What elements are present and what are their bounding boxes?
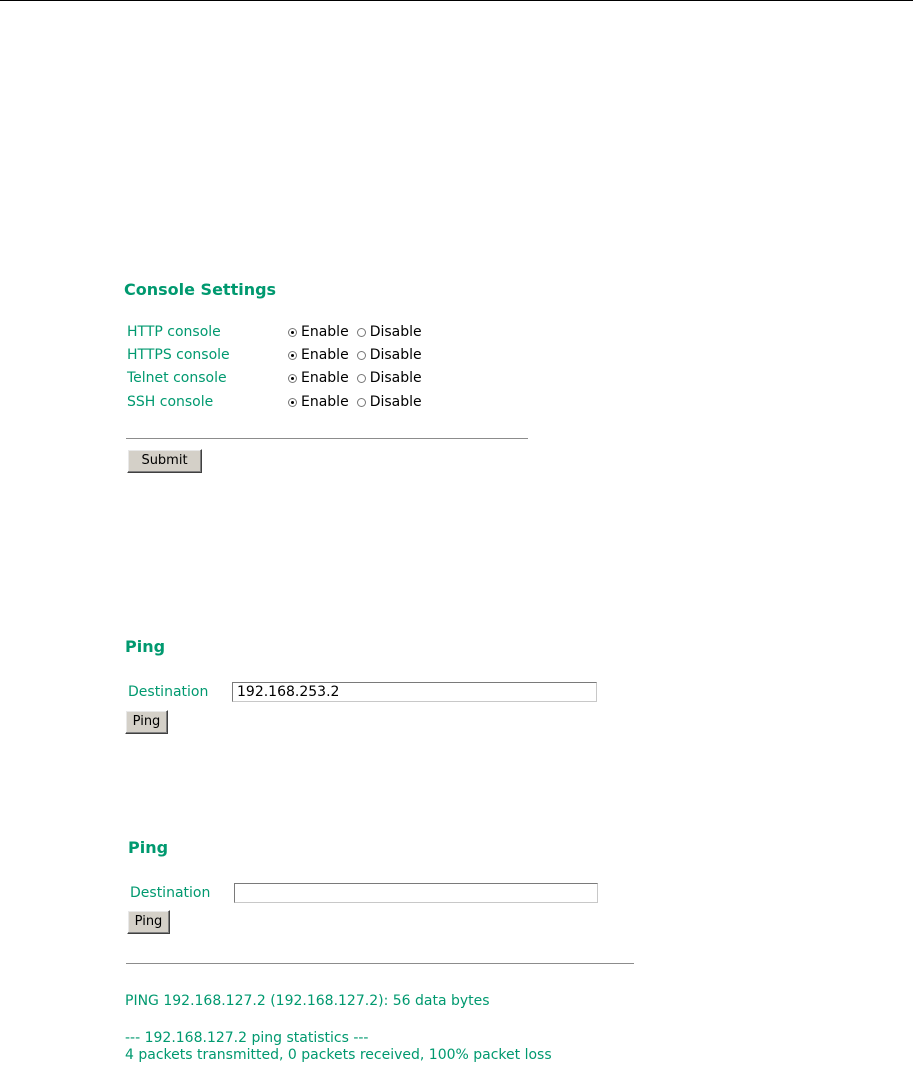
https-console-disable-radio[interactable] [357,351,366,360]
ssh-console-enable-label: Enable [301,394,349,410]
telnet-console-disable-radio[interactable] [357,374,366,383]
ping-output-line-2: --- 192.168.127.2 ping statistics --- [125,1030,369,1046]
ping-output-line-1: PING 192.168.127.2 (192.168.127.2): 56 data bytes [125,993,490,1009]
destination-label-2: Destination [130,885,211,901]
top-border-line [0,0,913,1]
http-console-disable-label: Disable [369,324,422,340]
ping-button-2[interactable]: Ping [127,910,170,934]
https-console-enable-label: Enable [301,347,349,363]
https-console-enable-radio[interactable] [288,351,297,360]
telnet-console-radio-group [288,370,430,386]
ssh-console-disable-radio[interactable] [357,398,366,407]
ssh-console-enable-radio[interactable] [288,398,297,407]
ping-title-1: Ping [125,637,166,656]
http-console-enable-label: Enable [301,324,349,340]
https-console-disable-label: Disable [369,347,422,363]
destination-label-1: Destination [128,684,209,700]
ping-output-line-3: 4 packets transmitted, 0 packets received, 100% packet loss [125,1047,552,1063]
telnet-console-label: Telnet console [127,370,227,386]
https-console-radio-group [288,347,430,363]
http-console-disable-radio[interactable] [357,328,366,337]
telnet-console-enable-radio[interactable] [288,374,297,383]
telnet-console-enable-label: Enable [301,370,349,386]
http-console-radio-group [288,324,430,340]
submit-button[interactable]: Submit [127,449,202,473]
ssh-console-disable-label: Disable [369,394,422,410]
http-console-enable-radio[interactable] [288,328,297,337]
destination-input-1[interactable] [232,682,597,702]
ping-result-divider [126,963,634,964]
ssh-console-radio-group [288,394,430,410]
ping-title-2: Ping [128,838,169,857]
ping-button-1[interactable]: Ping [125,710,168,734]
ssh-console-label: SSH console [127,394,214,410]
https-console-label: HTTPS console [127,347,230,363]
console-settings-title: Console Settings [124,280,277,299]
destination-input-2[interactable] [234,883,598,903]
http-console-label: HTTP console [127,324,221,340]
telnet-console-disable-label: Disable [369,370,422,386]
console-settings-divider [126,438,528,439]
